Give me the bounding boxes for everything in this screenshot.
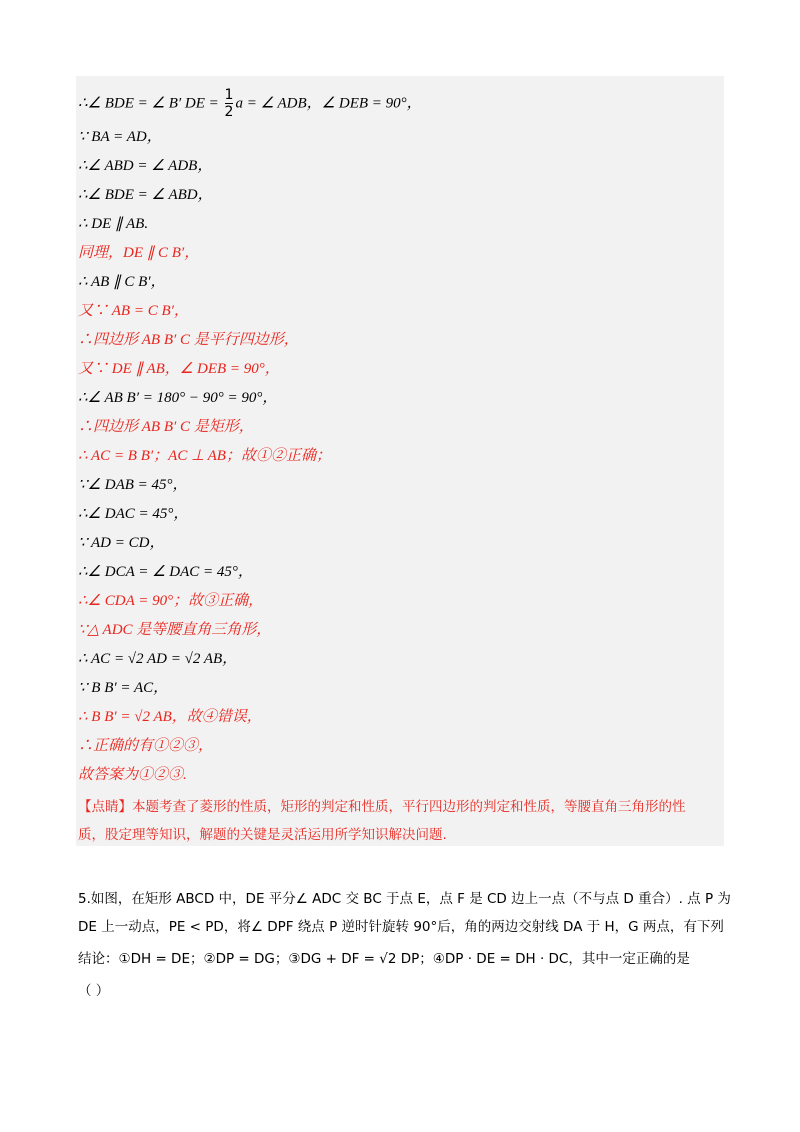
solution-line: [78, 447, 331, 465]
solution-line: [78, 476, 188, 494]
solution-line-text: 故答案为①②③.: [78, 767, 187, 783]
question-line-2: DE 上一动点，PE < PD，将∠ DPF 绕点 P 逆时针旋转 90°后，角的两边交射线 DA 于 H，G 两点，有下列: [78, 919, 724, 935]
solution-line-text: ∵ BA = AD，: [78, 129, 162, 145]
solution-line: [78, 418, 254, 436]
solution-line-text: ∵ AD = CD，: [78, 535, 165, 551]
solution-line: [78, 650, 237, 668]
solution-line-text: ∴ DE ∥ AB.: [78, 216, 149, 232]
solution-line-text: ∴∠ DAC = 45°，: [78, 506, 189, 522]
solution-line-text: ∴ AB ∥ C B′，: [78, 274, 166, 290]
solution-line: [78, 331, 299, 349]
question-line-1: 5.如图，在矩形 ABCD 中，DE 平分∠ ADC 交 BC 于点 E，点 F 是 CD 边上一点（不与点 D 重合）. 点 P 为: [78, 891, 731, 907]
solution-line: [78, 563, 253, 581]
solution-line: [78, 186, 213, 204]
fraction-numerator: 1: [224, 87, 234, 103]
solution-line-text: ∴∠ CDA = 90°；故③正确，: [78, 593, 264, 609]
question-line-3: 结论：①DH = DE；②DP = DG；③DG + DF = √2 DP；④DP · DE = DH · DC，其中一定正确的是: [78, 951, 690, 967]
solution-line: [78, 302, 189, 320]
solution-line-tail: a = ∠ ADB，∠ DEB = 90°，: [235, 95, 422, 112]
note-line-1: 【点睛】本题考查了菱形的性质，矩形的判定和性质，平行四边形的判定和性质，等腰直角三角形的性: [78, 799, 686, 815]
solution-line: [78, 737, 213, 755]
solution-line: [78, 88, 422, 119]
solution-line-text: 又∵ DE ∥ AB，∠ DEB = 90°，: [78, 361, 280, 377]
solution-line: [78, 592, 263, 610]
solution-line-text: ∴正确的有①②③，: [78, 738, 214, 754]
solution-line-text: ∵△ ADC 是等腰直角三角形，: [78, 622, 272, 638]
fraction: [225, 88, 234, 119]
solution-line-text: ∴∠ BDE = ∠ ABD，: [78, 187, 213, 203]
solution-line-text: ∴∠ AB B′ = 180° − 90° = 90°，: [78, 390, 278, 406]
note-line-2: 质，股定理等知识，解题的关键是灵活运用所学知识解决问题.: [78, 827, 447, 843]
solution-line: [78, 505, 188, 523]
solution-line: [78, 766, 187, 784]
solution-line: [78, 679, 168, 697]
solution-line: [78, 128, 162, 146]
solution-line-text: ∴四边形 AB B′ C 是平行四边形，: [78, 332, 299, 348]
solution-line-text: ∴ AC = B B′；AC ⊥ AB；故①②正确；: [78, 448, 331, 464]
solution-line: [78, 534, 164, 552]
fraction-denominator: 2: [224, 104, 234, 120]
solution-line-text: ∴四边形 AB B′ C 是矩形，: [78, 419, 254, 435]
solution-line: [78, 708, 262, 726]
solution-line-text: ∵∠ DAB = 45°，: [78, 477, 188, 493]
solution-line-text: 又∵ AB = C B′，: [78, 303, 189, 319]
solution-line-text: ∴∠ ABD = ∠ ADB，: [78, 158, 213, 174]
solution-line: [78, 389, 277, 407]
solution-line-text: ∵ B B′ = AC，: [78, 680, 169, 696]
solution-line-text: ∴∠ BDE = ∠ B′ DE =: [78, 95, 223, 112]
solution-line-text: 同理，DE ∥ C B′，: [78, 245, 200, 261]
solution-line-text: ∴∠ DCA = ∠ DAC = 45°，: [78, 564, 253, 580]
solution-line: [78, 273, 166, 291]
solution-line-text: ∴ AC = √2 AD = √2 AB，: [78, 651, 238, 667]
solution-line: [78, 215, 148, 233]
solution-line: [78, 157, 212, 175]
question-line-4: （ ）: [78, 983, 110, 999]
solution-line: [78, 244, 199, 262]
solution-line-text: ∴ B B′ = √2 AB，故④错误，: [78, 709, 262, 725]
solution-line: [78, 621, 271, 639]
solution-line: [78, 360, 280, 378]
